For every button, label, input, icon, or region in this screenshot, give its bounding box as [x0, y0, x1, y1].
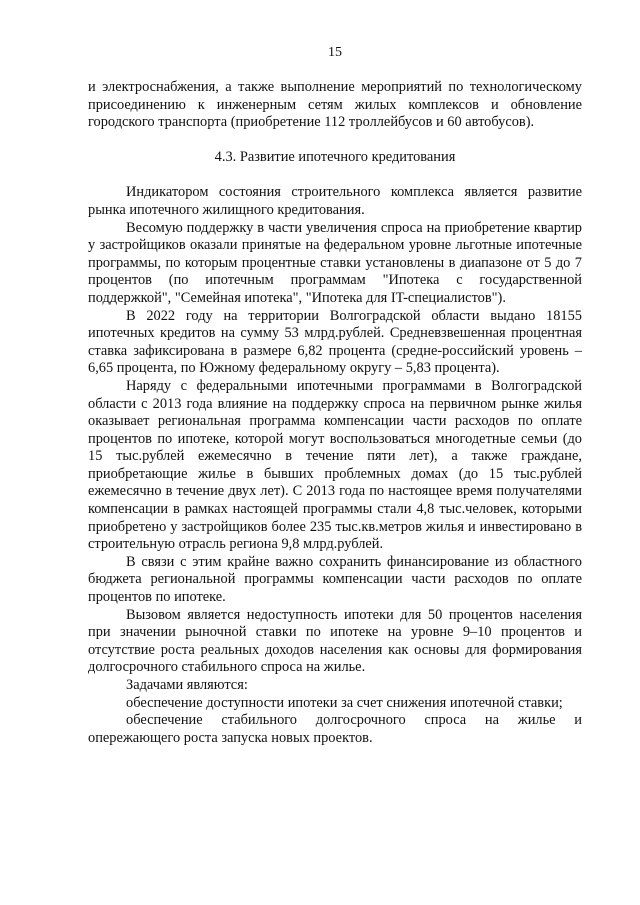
paragraph-financing: В связи с этим крайне важно сохранить финансирование из областного бюджета региональной программы компенсации части расходов по оплате процентов по ипотеке.: [88, 553, 582, 606]
paragraph-2022-statistics: В 2022 году на территории Волгоградской области выдано 18155 ипотечных кредитов на сумму 53 млрд.рублей. Средневзвешенная процентная ставка зафиксирована в размере 6,82 процента (средне-российский уровень – 6,65 процента, по Южному федеральному округу – 5,83 процента).: [88, 307, 582, 377]
paragraph-task-2: обеспечение стабильного долгосрочного спроса на жилье и опережающего роста запуска новых проектов.: [88, 712, 582, 746]
paragraph-regional-program: Наряду с федеральными ипотечными программами в Волгоградской области с 2013 года влияние на поддержку спроса на первичном рынке жилья оказывает региональная программа компенсации части расходов по оплате процентов по ипотеке, которой могут воспользоваться многодетные семьи (до 15 тыс.рублей ежемесячно в течение пяти лет), а также граждане, приобретающие жилье в бывших проблемных домах (до 15 тыс.рублей ежемесячно в течение двух лет). С 2013 года по настоящее время получателями компенсации в рамках настоящей программы стали 4,8 тыс.человек, которыми приобретено у застройщиков более 235 тыс.кв.метров жилья и инвестировано в строительную отрасль региона 9,8 млрд.рублей.: [88, 377, 582, 553]
paragraph-tasks-heading: Задачами являются:: [126, 677, 248, 693]
section-heading: 4.3. Развитие ипотечного кредитования: [214, 148, 456, 165]
paragraph-challenge: Вызовом является недоступность ипотеки для 50 процентов населения при значении рыночной ставки по ипотеке на уровне 9–10 процентов и отсутствие роста реальных доходов населения как основы для формирования долгосрочного стабильного спроса на жилье.: [88, 606, 582, 676]
paragraph-task-1: обеспечение доступности ипотеки за счет снижения ипотечной ставки;: [126, 694, 563, 711]
paragraph-continuation: и электроснабжения, а также выполнение мероприятий по технологическому присоединению к инженерным сетям жилых комплексов и обновление городского транспорта (приобретение 112 троллейбусов и 60 автобусов).: [88, 79, 582, 131]
paragraph-indicator: Индикатором состояния строительного комплекса является развитие рынка ипотечного жилищного кредитования.: [88, 184, 582, 218]
paragraph-federal-programs: Весомую поддержку в части увеличения спроса на приобретение квартир у застройщиков оказали принятые на федеральном уровне льготные ипотечные программы, по которым процентные ставки установлены в диапазоне от 5 до 7 процентов (по ипотечным программам "Ипотека с государственной поддержкой", "Семейная ипотека", "Ипотека для IT-специалистов").: [88, 219, 582, 306]
page-number: 15: [328, 45, 342, 60]
